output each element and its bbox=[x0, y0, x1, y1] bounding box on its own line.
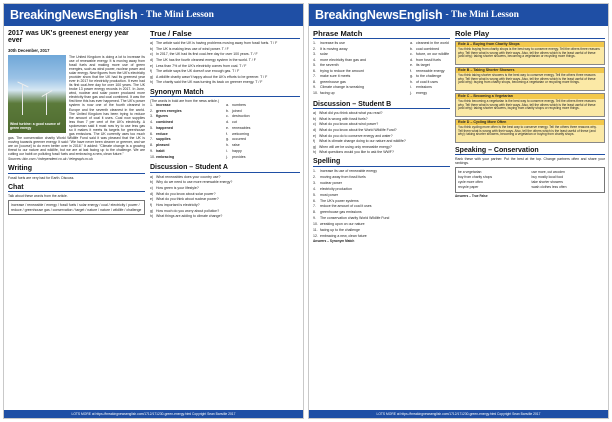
writing-text: Fossil fuels are very bad for Earth. Discuss. bbox=[8, 175, 75, 180]
phrase-letter: f. bbox=[410, 68, 412, 73]
synonym-number: 9. bbox=[150, 148, 153, 153]
phrase-end: from fossil fuels bbox=[416, 57, 441, 62]
phrase-start: the seventh bbox=[320, 63, 339, 68]
list-item bbox=[150, 69, 300, 73]
synonym-number: 7. bbox=[150, 137, 153, 142]
spelling-text: electricity production bbox=[320, 186, 352, 191]
chat-word-box: increase / renewable / energy / fossil fuels / solar energy / coal / electricity / power / reduce / greenhouse gas / conservation / target / nature / nature / wildlife / challenge bbox=[8, 200, 145, 215]
chat-intro: Talk about these words from the article. bbox=[8, 194, 68, 199]
item-text: What is climate change doing to our nature and wildlife? bbox=[319, 139, 406, 144]
synonym-word: combined bbox=[156, 120, 173, 125]
item-text: The charity said the UK was turning its back on greener energy. T / F bbox=[156, 80, 263, 85]
role-card bbox=[455, 41, 605, 65]
chat-heading: Chat bbox=[8, 184, 145, 192]
phrase-start: make sure it meets bbox=[320, 74, 351, 79]
synonym-number: 3. bbox=[150, 114, 153, 119]
phrase-start: Climate change is wreaking bbox=[320, 85, 364, 90]
role-play-heading: Role Play bbox=[455, 30, 605, 39]
synonym-word: reduce bbox=[156, 131, 168, 136]
list-item bbox=[313, 134, 450, 138]
student-a-heading: Discussion – Student A bbox=[150, 164, 300, 172]
turbine-mast-2 bbox=[46, 93, 47, 115]
synonym-heading: Synonym Match bbox=[150, 89, 300, 97]
list-item bbox=[313, 145, 450, 149]
phrase-end: future, on our wildlife bbox=[416, 52, 450, 57]
phrase-number: 2. bbox=[313, 46, 316, 51]
synonym-match: happy bbox=[232, 148, 242, 153]
synonym-list bbox=[150, 103, 300, 161]
item-letter: e) bbox=[313, 133, 317, 138]
item-text: What do you know about wind power? bbox=[319, 122, 379, 127]
turbine-mast-1 bbox=[22, 85, 23, 115]
spelling-number: 3. bbox=[313, 180, 316, 185]
writing-heading: Writing bbox=[8, 165, 145, 173]
synonym-word: habit bbox=[156, 148, 165, 153]
phrase-end: to the challenge bbox=[416, 74, 442, 79]
synonym-match: cut bbox=[232, 120, 237, 125]
brand-title: BreakingNewsEnglish bbox=[315, 8, 443, 22]
role-title: Role B – Taking Shorter Showers bbox=[456, 68, 604, 73]
list-item bbox=[150, 192, 300, 196]
phrase-number: 8. bbox=[313, 79, 316, 84]
exercises-column bbox=[150, 30, 300, 408]
list-item bbox=[150, 64, 300, 68]
student-a-list bbox=[150, 175, 300, 219]
role-text: You think buying from charity shops is the best way to conserve energy. Tell the others three reasons why. Tell them what is wrong with their ways. Also, tell the others which is the least useful of these (and why): taking shorter showers, becoming a vegetarian or recycling more things. bbox=[456, 47, 604, 64]
item-letter: a) bbox=[150, 40, 154, 45]
speaking-option: cycle more often bbox=[458, 179, 483, 184]
synonym-word: figures bbox=[156, 114, 168, 119]
list-item bbox=[150, 58, 300, 62]
spelling-number: 9. bbox=[313, 216, 316, 221]
list-item bbox=[313, 128, 450, 132]
item-letter: f) bbox=[150, 69, 153, 74]
turbine-blade-1 bbox=[17, 81, 28, 87]
item-text: How green is your lifestyle? bbox=[156, 186, 199, 191]
photo-caption: Wind turbine: a good source of green energy bbox=[10, 122, 61, 130]
synonym-answers-label: Answers – Synonym Match bbox=[313, 239, 355, 244]
phrase-letter: b. bbox=[410, 46, 413, 51]
phrase-letter: d. bbox=[410, 57, 413, 62]
spelling-number: 10. bbox=[313, 222, 318, 227]
list-item bbox=[150, 47, 300, 51]
synonym-match: destruction bbox=[232, 114, 250, 119]
spelling-number: 8. bbox=[313, 210, 316, 215]
phrase-start: solar bbox=[320, 52, 328, 57]
item-letter: g) bbox=[150, 74, 154, 79]
item-text: The article said the UK is having problems moving away from fossil fuels. T / F bbox=[156, 40, 278, 45]
phrase-match-list bbox=[313, 41, 450, 97]
phrase-end: of coal it uses bbox=[416, 79, 438, 84]
role-text: You think taking shorter showers is the best way to conserve energy. Tell the others three reasons why. Tell them what is wrong with their ways. Also, tell the others which is the least useful of these (and why): buying from charity shops, becoming a vegetarian or recycling more things. bbox=[456, 73, 604, 90]
wind-turbine-photo bbox=[8, 55, 66, 133]
synonym-word: increase bbox=[156, 102, 171, 107]
item-letter: g) bbox=[150, 208, 154, 213]
role-card bbox=[455, 93, 605, 117]
spelling-text: greenhouse gas emissions bbox=[320, 210, 362, 215]
spelling-number: 6. bbox=[313, 198, 316, 203]
role-title: Role A – Buying from Charity Shops bbox=[456, 42, 604, 47]
brand-subtitle: - The Mini Lesson bbox=[140, 10, 214, 20]
phrase-number: 10. bbox=[313, 91, 318, 96]
spelling-text: embracing a new, clean future bbox=[320, 234, 367, 239]
item-text: The UK has the fourth cleanest energy system in the world. T / F bbox=[156, 57, 256, 62]
spelling-text: most power bbox=[320, 192, 339, 197]
true-false-list bbox=[150, 41, 300, 85]
phrase-letter: j. bbox=[410, 91, 412, 96]
right-right-column bbox=[455, 30, 605, 408]
spelling-text: The UK's power systems bbox=[320, 198, 359, 203]
list-item bbox=[150, 80, 300, 84]
role-text: You think cycling more often is the best way to conserve energy. Tell the others three reasons why. Tell them what is wrong with their ways. Also, tell the others which is the least useful of these (and why): taking shorter showers, becoming a vegetarian or buying from charity shops. bbox=[456, 125, 604, 142]
item-text: Less than 7% of the UK's electricity comes from coal. T / F bbox=[156, 63, 247, 68]
synonym-word: green energies bbox=[156, 108, 182, 113]
true-false-answers-label: Answers – True False bbox=[455, 193, 488, 198]
item-text: What things are adding to climate change? bbox=[156, 214, 223, 219]
synonym-word: happened bbox=[156, 125, 173, 130]
item-text: In 2017, the UK had its first coal-free day for over 100 years. T / F bbox=[156, 52, 258, 57]
speaking-option: buy mostly local food bbox=[531, 175, 564, 180]
list-item bbox=[150, 180, 300, 184]
phrase-number: 3. bbox=[313, 52, 316, 57]
synonym-number: 10. bbox=[150, 154, 155, 159]
item-text: How much do you worry about pollution? bbox=[156, 208, 220, 213]
synonym-match: raise bbox=[232, 143, 240, 148]
right-left-column bbox=[313, 30, 450, 408]
item-text: What did you think about what you read? bbox=[319, 110, 383, 115]
phrase-match-heading: Phrase Match bbox=[313, 30, 450, 39]
synonym-letter: f. bbox=[226, 131, 228, 136]
spelling-text: wreaking upon on our nature bbox=[320, 222, 365, 227]
synonym-match: renewables bbox=[232, 125, 251, 130]
role-play-list bbox=[455, 41, 605, 143]
phrase-end: cleanest in the world bbox=[416, 40, 449, 45]
list-item bbox=[150, 203, 300, 207]
role-card bbox=[455, 119, 605, 143]
item-letter: a) bbox=[313, 110, 317, 115]
list-item bbox=[150, 41, 300, 45]
list-item bbox=[150, 214, 300, 218]
spelling-number: 11. bbox=[313, 228, 318, 233]
item-letter: c) bbox=[150, 186, 153, 191]
phrase-letter: a. bbox=[410, 40, 413, 45]
turbine-blade-2 bbox=[42, 90, 53, 97]
student-b-heading: Discussion – Student B bbox=[313, 101, 450, 109]
synonym-match: joined bbox=[232, 108, 242, 113]
phrase-letter: h. bbox=[410, 79, 413, 84]
item-letter: c) bbox=[313, 122, 316, 127]
spelling-text: increase its use of renewable energy bbox=[320, 168, 378, 173]
speaking-option: use more, cut wooden bbox=[531, 170, 565, 175]
item-letter: b) bbox=[313, 116, 317, 121]
phrase-end: energy bbox=[416, 91, 427, 96]
list-item bbox=[150, 209, 300, 213]
page-left bbox=[3, 3, 304, 419]
synonym-number: 2. bbox=[150, 108, 153, 113]
item-text: What do you do to conserve energy and water? bbox=[319, 133, 393, 138]
spelling-heading: Spelling bbox=[313, 158, 450, 166]
synonym-number: 5. bbox=[150, 125, 153, 130]
speaking-option: recycle paper bbox=[458, 184, 479, 189]
speaking-options bbox=[455, 167, 605, 192]
item-letter: f) bbox=[150, 202, 153, 207]
phrase-number: 4. bbox=[313, 57, 316, 62]
phrase-row bbox=[313, 91, 450, 97]
synonym-letter: a. bbox=[226, 102, 229, 107]
list-item bbox=[150, 186, 300, 190]
item-letter: g) bbox=[313, 144, 317, 149]
list-item bbox=[313, 117, 450, 121]
spelling-number: 2. bbox=[313, 174, 316, 179]
spelling-text: moving away from fossil fuels bbox=[320, 174, 366, 179]
student-b-list bbox=[313, 111, 450, 155]
synonym-letter: g. bbox=[226, 137, 229, 142]
list-item bbox=[150, 75, 300, 79]
speaking-option: be a vegetarian bbox=[458, 170, 482, 175]
synonym-intro: (The words in bold are from the news article.) bbox=[150, 98, 219, 103]
synonym-letter: c. bbox=[226, 114, 229, 119]
item-letter: a) bbox=[150, 174, 154, 179]
article-body bbox=[8, 55, 145, 157]
phrase-start: increase its use bbox=[320, 40, 345, 45]
item-letter: e) bbox=[150, 197, 154, 202]
item-letter: d) bbox=[150, 191, 154, 196]
spelling-number: 7. bbox=[313, 204, 316, 209]
synonym-match: welcoming bbox=[232, 131, 249, 136]
item-letter: h) bbox=[313, 150, 317, 155]
banner bbox=[4, 4, 303, 26]
speaking-option: wash clothes less often bbox=[531, 184, 567, 189]
synonym-word: pleased bbox=[156, 143, 170, 148]
phrase-start: greenhouse gas bbox=[320, 79, 346, 84]
phrase-start: facing up bbox=[320, 91, 335, 96]
role-title: Role C – Becoming a Vegetarian bbox=[456, 94, 604, 99]
synonym-letter: i. bbox=[226, 148, 228, 153]
list-item bbox=[313, 111, 450, 115]
item-text: What do you know about the World Wildlife Fund? bbox=[319, 127, 397, 132]
spelling-text: The conservation charity World Wildlife Fund bbox=[320, 216, 390, 221]
item-text: What do you think about nuclear power? bbox=[156, 197, 219, 202]
article-title: 2017 was UK's greenest energy year ever bbox=[8, 30, 129, 45]
phrase-number: 5. bbox=[313, 63, 316, 68]
item-letter: d) bbox=[313, 127, 317, 132]
article-sources: Sources: bbc.com / independent.co.uk / telegraph.co.uk bbox=[8, 157, 93, 162]
item-letter: d) bbox=[150, 57, 154, 62]
item-text: What do you know about solar power? bbox=[156, 191, 216, 196]
item-text: What renewables does your country use? bbox=[156, 174, 221, 179]
item-text: How important is electricity? bbox=[156, 202, 200, 207]
speaking-heading: Speaking – Conservation bbox=[455, 147, 605, 155]
list-item bbox=[313, 122, 450, 126]
spelling-text: nuclear power bbox=[320, 180, 342, 185]
phrase-end: emissions bbox=[416, 85, 432, 90]
item-text: What is wrong with fossil fuels? bbox=[319, 116, 368, 121]
item-text: The UK is making less use of wind power. T / F bbox=[156, 46, 229, 51]
synonym-letter: e. bbox=[226, 125, 229, 130]
item-letter: h) bbox=[150, 80, 154, 85]
synonym-word: supplies bbox=[156, 137, 171, 142]
phrase-letter: g. bbox=[410, 74, 413, 79]
item-letter: e) bbox=[150, 63, 154, 68]
synonym-letter: d. bbox=[226, 120, 229, 125]
spelling-text: facing up to the challenge bbox=[320, 228, 360, 233]
article-text: The United Kingdom is doing a lot to increase its use of renewable energy. It is moving away from fossil fuels and making more use of green energies, such as wind power, nuclear power and solar energy. New figures from the UK's electricity provider show that the UK had its greenest year ever in 2017 for electricity production. It even had its first coal-free day for over 100 years. The UK broke 13 power energy records in 2017. In June, wind, nuclear and solar power produced more electricity than gas and coal combined. It was the first time this has ever happened. The UK's power system is now one of the fourth cleanest in Europe and the seventh cleanest in the world. The United Kingdom has been trying to reduce the amount of coal it uses. Coal now supplies less than 7 per cent of the UK's electricity. A spokesman said it must now try to use less gas so it makes it meets its targets for greenhouse gas emissions. The UK currently uses too much gas. The conservation charity World Wildlife Fund said it was pleased that the UK is moving towards greener energy. It said: "We have never been cleaner or greener, and we are on [course] to do even better over in 2018." It added: "Climate change is a growing threat to our nature and wildlife, but we are at last facing up to the challenge. We are cutting our habit on polluting fossil fuels and embracing a new, clean future." bbox=[8, 54, 145, 157]
speaking-intro: Rank these with your partner. Put the best at the top. Change partners often and share your rankings. bbox=[455, 157, 605, 166]
brand-title: BreakingNewsEnglish bbox=[10, 8, 138, 22]
synonym-word: embracing bbox=[156, 154, 175, 159]
page-right bbox=[308, 3, 609, 419]
speaking-option: take shorter showers bbox=[531, 179, 563, 184]
list-item bbox=[150, 52, 300, 56]
spelling-number: 5. bbox=[313, 192, 316, 197]
synonym-number: 8. bbox=[150, 143, 153, 148]
true-false-heading: True / False bbox=[150, 30, 300, 39]
list-item bbox=[150, 175, 300, 179]
role-card bbox=[455, 67, 605, 91]
brand-subtitle: - The Mini Lesson bbox=[445, 10, 519, 20]
spelling-text: reduce the amount of coal it uses bbox=[320, 204, 372, 209]
phrase-number: 1. bbox=[313, 40, 316, 45]
item-letter: b) bbox=[150, 180, 154, 185]
synonym-match: numbers bbox=[232, 102, 246, 107]
phrase-start: It is moving away bbox=[320, 46, 348, 51]
item-text: Why do we need to use more renewable energy? bbox=[156, 180, 233, 185]
phrase-start: more electricity than gas and bbox=[320, 57, 366, 62]
item-letter: b) bbox=[150, 46, 154, 51]
phrase-letter: c. bbox=[410, 52, 413, 57]
banner bbox=[309, 4, 608, 26]
spelling-number: 12. bbox=[313, 234, 318, 239]
item-text: What questions would you like to ask the WWF? bbox=[319, 150, 394, 155]
role-title: Role D – Cycling More Often bbox=[456, 120, 604, 125]
synonym-number: 6. bbox=[150, 131, 153, 136]
phrase-end: its target bbox=[416, 63, 430, 68]
spelling-number: 1. bbox=[313, 168, 316, 173]
phrase-end: renewable energy bbox=[416, 68, 445, 73]
footer-left[interactable]: LOTS MORE at https://breakingnewsenglish.com/1712/171230-green-energy.html Copyright Sean Banville 2017 bbox=[4, 410, 303, 418]
phrase-number: 6. bbox=[313, 68, 316, 73]
speaking-option: buy from charity shops bbox=[458, 175, 493, 180]
phrase-start: trying to reduce the amount bbox=[320, 68, 364, 73]
item-letter: f) bbox=[313, 139, 316, 144]
spelling-number: 4. bbox=[313, 186, 316, 191]
item-text: When will we be using only renewable energy? bbox=[319, 144, 392, 149]
role-text: You think becoming a vegetarian is the best way to conserve energy. Tell the others three reasons why. Tell them what is wrong with their ways. Also, tell the others which is the least useful of these (and why): taking shorter showers, buying from charity shops or recycling more things. bbox=[456, 99, 604, 116]
list-item bbox=[313, 150, 450, 154]
list-item bbox=[150, 197, 300, 201]
synonym-letter: h. bbox=[226, 143, 229, 148]
phrase-number: 7. bbox=[313, 74, 316, 79]
article-date: 30th December, 2017 bbox=[8, 47, 50, 53]
synonym-letter: b. bbox=[226, 108, 229, 113]
article-column bbox=[8, 30, 145, 408]
phrase-letter: i. bbox=[410, 85, 412, 90]
item-text: A wildlife charity wasn't happy about the UK's efforts to be greener. T / F bbox=[156, 74, 268, 79]
synonym-letter: j. bbox=[226, 154, 228, 159]
phrase-letter: e. bbox=[410, 63, 413, 68]
phrase-number: 9. bbox=[313, 85, 316, 90]
item-letter: c) bbox=[150, 52, 153, 57]
synonym-row bbox=[150, 155, 300, 161]
item-text: The article says the UK doesn't use enough gas. T / F bbox=[156, 69, 240, 74]
synonym-number: 1. bbox=[150, 102, 153, 107]
synonym-number: 4. bbox=[150, 120, 153, 125]
list-item bbox=[313, 139, 450, 143]
item-letter: h) bbox=[150, 214, 154, 219]
phrase-end: coal combined bbox=[416, 46, 440, 51]
synonym-match: provides bbox=[232, 154, 246, 159]
spelling-list bbox=[313, 169, 450, 240]
footer-right[interactable]: LOTS MORE at https://breakingnewsenglish.com/1712/171230-green-energy.html Copyright Sean Banville 2017 bbox=[309, 410, 608, 418]
synonym-match: occurred bbox=[232, 137, 246, 142]
